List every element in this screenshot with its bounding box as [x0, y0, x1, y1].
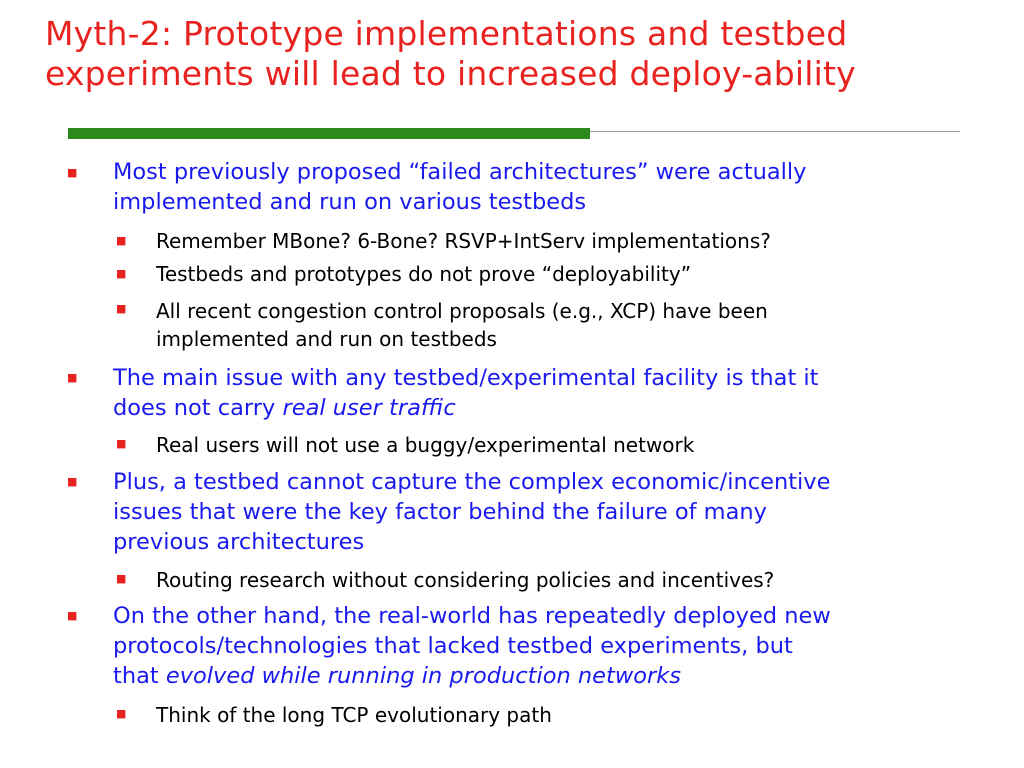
title-line-1: Myth-2: Prototype implementations and testbed [45, 14, 848, 53]
bullet-square-icon: ■ [67, 166, 78, 179]
sub-bullet-square-icon: ■ [116, 267, 127, 280]
bullet-item-2 [113, 363, 819, 423]
bullet-2-line-1: The main issue with any testbed/experimental facility is that it [113, 365, 819, 391]
bullet-4-line-2: protocols/technologies that lacked testbed experiments, but [113, 633, 793, 659]
sub-item-text: Testbeds and prototypes do not prove “deployability” [156, 262, 692, 286]
bullet-item-3 [113, 467, 830, 557]
sub-bullet-square-icon: ■ [116, 707, 127, 720]
bullet-3-line-2: issues that were the key factor behind the failure of many [113, 499, 767, 525]
sub-bullet-square-icon: ■ [116, 572, 127, 585]
title-line-2: experiments will lead to increased deploy-ability [45, 54, 856, 93]
bullet-3-line-1: Plus, a testbed cannot capture the complex economic/incentive [113, 469, 831, 495]
bullet-4-emphasis: evolved while running in production networks [165, 663, 681, 689]
sub-item-4-1 [156, 701, 552, 729]
sub-item-1-2 [156, 260, 691, 288]
sub-item-1-1 [156, 227, 771, 255]
bullet-1-line-2: implemented and run on various testbeds [113, 189, 587, 215]
sub-item-2-1 [156, 431, 694, 459]
bullet-2-emphasis: real user traffic [282, 395, 456, 421]
sub-item-text: Routing research without considering policies and incentives? [156, 568, 775, 592]
sub-item-text: Real users will not use a buggy/experimental network [156, 433, 695, 457]
sub-item-text: Think of the long TCP evolutionary path [156, 703, 552, 727]
bullet-square-icon: ■ [67, 609, 78, 622]
bullet-square-icon: ■ [67, 475, 78, 488]
sub-bullet-square-icon: ■ [116, 437, 127, 450]
bullet-2-line-2 [113, 393, 819, 423]
sub-bullet-square-icon: ■ [116, 302, 127, 315]
bullet-square-icon: ■ [67, 371, 78, 384]
sub-bullet-square-icon: ■ [116, 234, 127, 247]
sub-item-3-1 [156, 566, 774, 594]
sub-item-1-3 [156, 297, 768, 353]
bullet-4-line-3 [113, 661, 831, 691]
sub-item-text: Remember MBone? 6-Bone? RSVP+IntServ implementations? [156, 229, 771, 253]
sub-item-text-line-2: implemented and run on testbeds [156, 327, 497, 351]
bullet-4-line-1: On the other hand, the real-world has repeatedly deployed new [113, 603, 831, 629]
bullet-2-line-2-text: does not carry [113, 395, 283, 421]
bullet-4-line-3-text: that [113, 663, 166, 689]
sub-item-text-line-1: All recent congestion control proposals (e.g., XCP) have been [156, 299, 768, 323]
bullet-item-4 [113, 601, 831, 691]
bullet-1-line-1: Most previously proposed “failed architectures” were actually [113, 159, 807, 185]
bullet-3-line-3: previous architectures [113, 529, 365, 555]
bullet-item-1 [113, 157, 807, 217]
